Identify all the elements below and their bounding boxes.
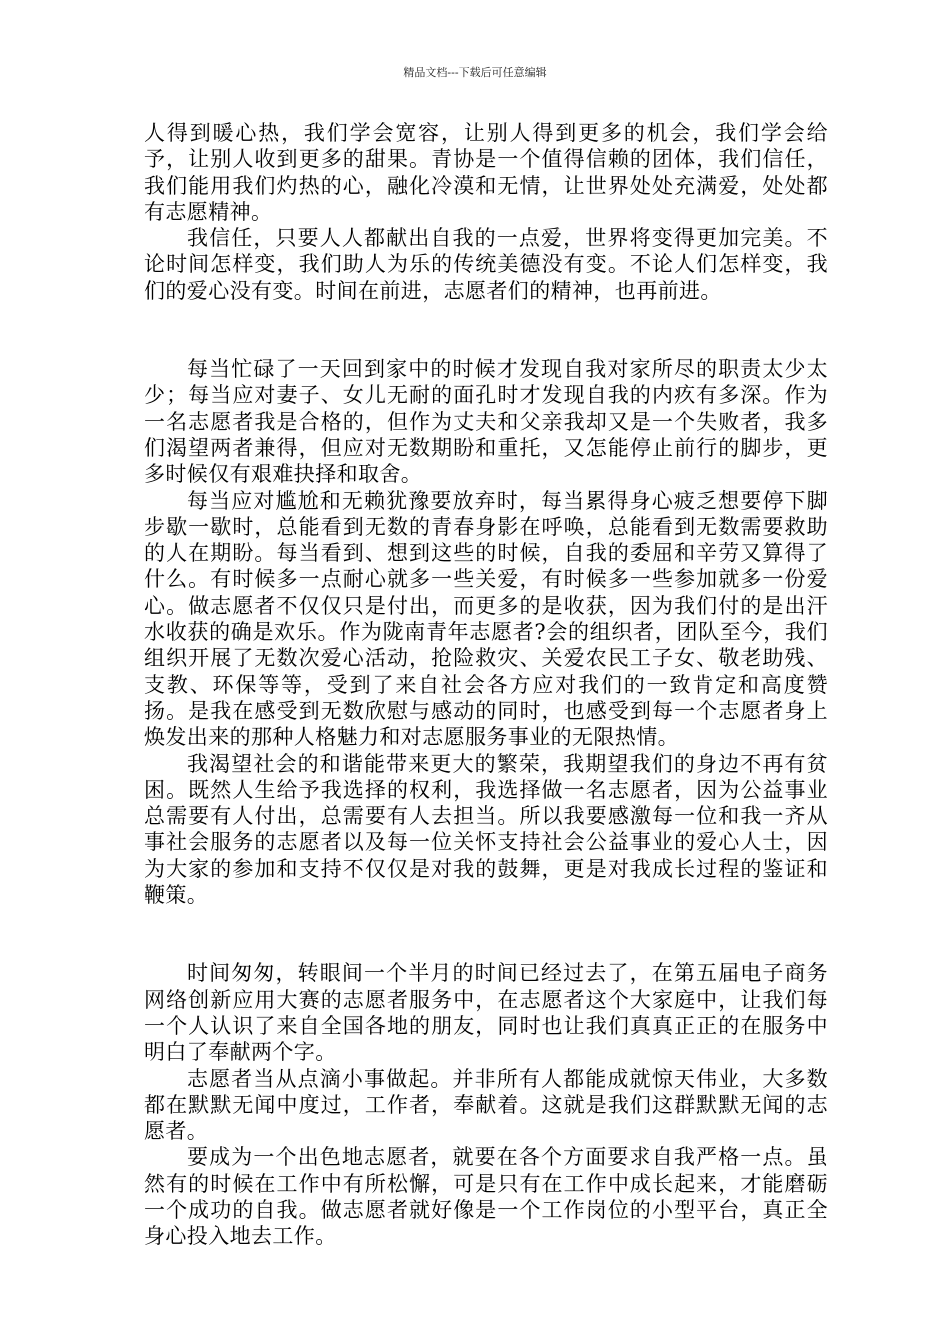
- paragraph: 人得到暖心热，我们学会宽容，让别人得到更多的机会，我们学会给予，让别人收到更多的甜果。青协是一个值得信赖的团体，我们信任，我们能用我们灼热的心，融化冷漠和无情，让世界处处充满爱，处处都有志愿精神。: [144, 121, 828, 224]
- section-gap: [144, 304, 828, 356]
- paragraph: 时间匆匆，转眼间一个半月的时间已经过去了，在第五届电子商务网络创新应用大赛的志愿者服务中，在志愿者这个大家庭中，让我们每一个人认识了来自全国各地的朋友，同时也让我们真真正正的在服务中明白了奉献两个字。: [144, 961, 828, 1065]
- document-body: [144, 120, 828, 1250]
- paragraph: 我渴望社会的和谐能带来更大的繁荣，我期望我们的身边不再有贫困。既然人生给予我选择的权利，我选择做一名志愿者，因为公益事业总需要有人付出，总需要有人去担当。所以我要感激每一位和我一齐从事社会服务的志愿者以及每一位关怀支持社会公益事业的爱心人士，因为大家的参加和支持不仅仅是对我的鼓舞，更是对我成长过程的鉴证和鞭策。: [144, 751, 828, 908]
- section-gap: [144, 908, 828, 960]
- paragraph: 我信任，只要人人都献出自我的一点爱，世界将变得更加完美。不论时间怎样变，我们助人为乐的传统美德没有变。不论人们怎样变，我们的爱心没有变。时间在前进，志愿者们的精神，也再前进。: [144, 226, 828, 303]
- paragraph: 每当应对尴尬和无赖犹豫要放弃时，每当累得身心疲乏想要停下脚步歇一歇时，总能看到无数的青春身影在呼唤，总能看到无数需要救助的人在期盼。每当看到、想到这些的时候，自我的委屈和辛劳又算得了什么。有时候多一点耐心就多一些关爱，有时候多一些参加就多一份爱心。做志愿者不仅仅只是付出，而更多的是收获，因为我们付的是出汗水收获的确是欢乐。作为陇南青年志愿者?会的组织者，团队至今，我们组织开展了无数次爱心活动，抢险救灾、关爱农民工子女、敬老助残、支教、环保等等，受到了来自社会各方应对我们的一致肯定和高度赞扬。是我在感受到无数欣慰与感动的同时，也感受到每一个志愿者身上焕发出来的那种人格魅力和对志愿服务事业的无限热情。: [144, 488, 828, 750]
- page-header: 精品文档---下载后可任意编辑: [403, 66, 547, 79]
- paragraph: 志愿者当从点滴小事做起。并非所有人都能成就惊天伟业，大多数都在默默无闻中度过，工作者，奉献着。这就是我们这群默默无闻的志愿者。: [144, 1066, 828, 1144]
- paragraph: 每当忙碌了一天回到家中的时候才发现自我对家所尽的职责太少太少；每当应对妻子、女儿无耐的面孔时才发现自我的内疚有多深。作为一名志愿者我是合格的，但作为丈夫和父亲我却又是一个失败者，我多们渴望两者兼得，但应对无数期盼和重托，又怎能停止前行的脚步，更多时候仅有艰难抉择和取舍。: [144, 357, 828, 487]
- paragraph: 要成为一个出色地志愿者，就要在各个方面要求自我严格一点。虽然有的时候在工作中有所松懈，可是只有在工作中成长起来，才能磨砺一个成功的自我。做志愿者就好像是一个工作岗位的小型平台，真正全身心投入地去工作。: [144, 1145, 828, 1249]
